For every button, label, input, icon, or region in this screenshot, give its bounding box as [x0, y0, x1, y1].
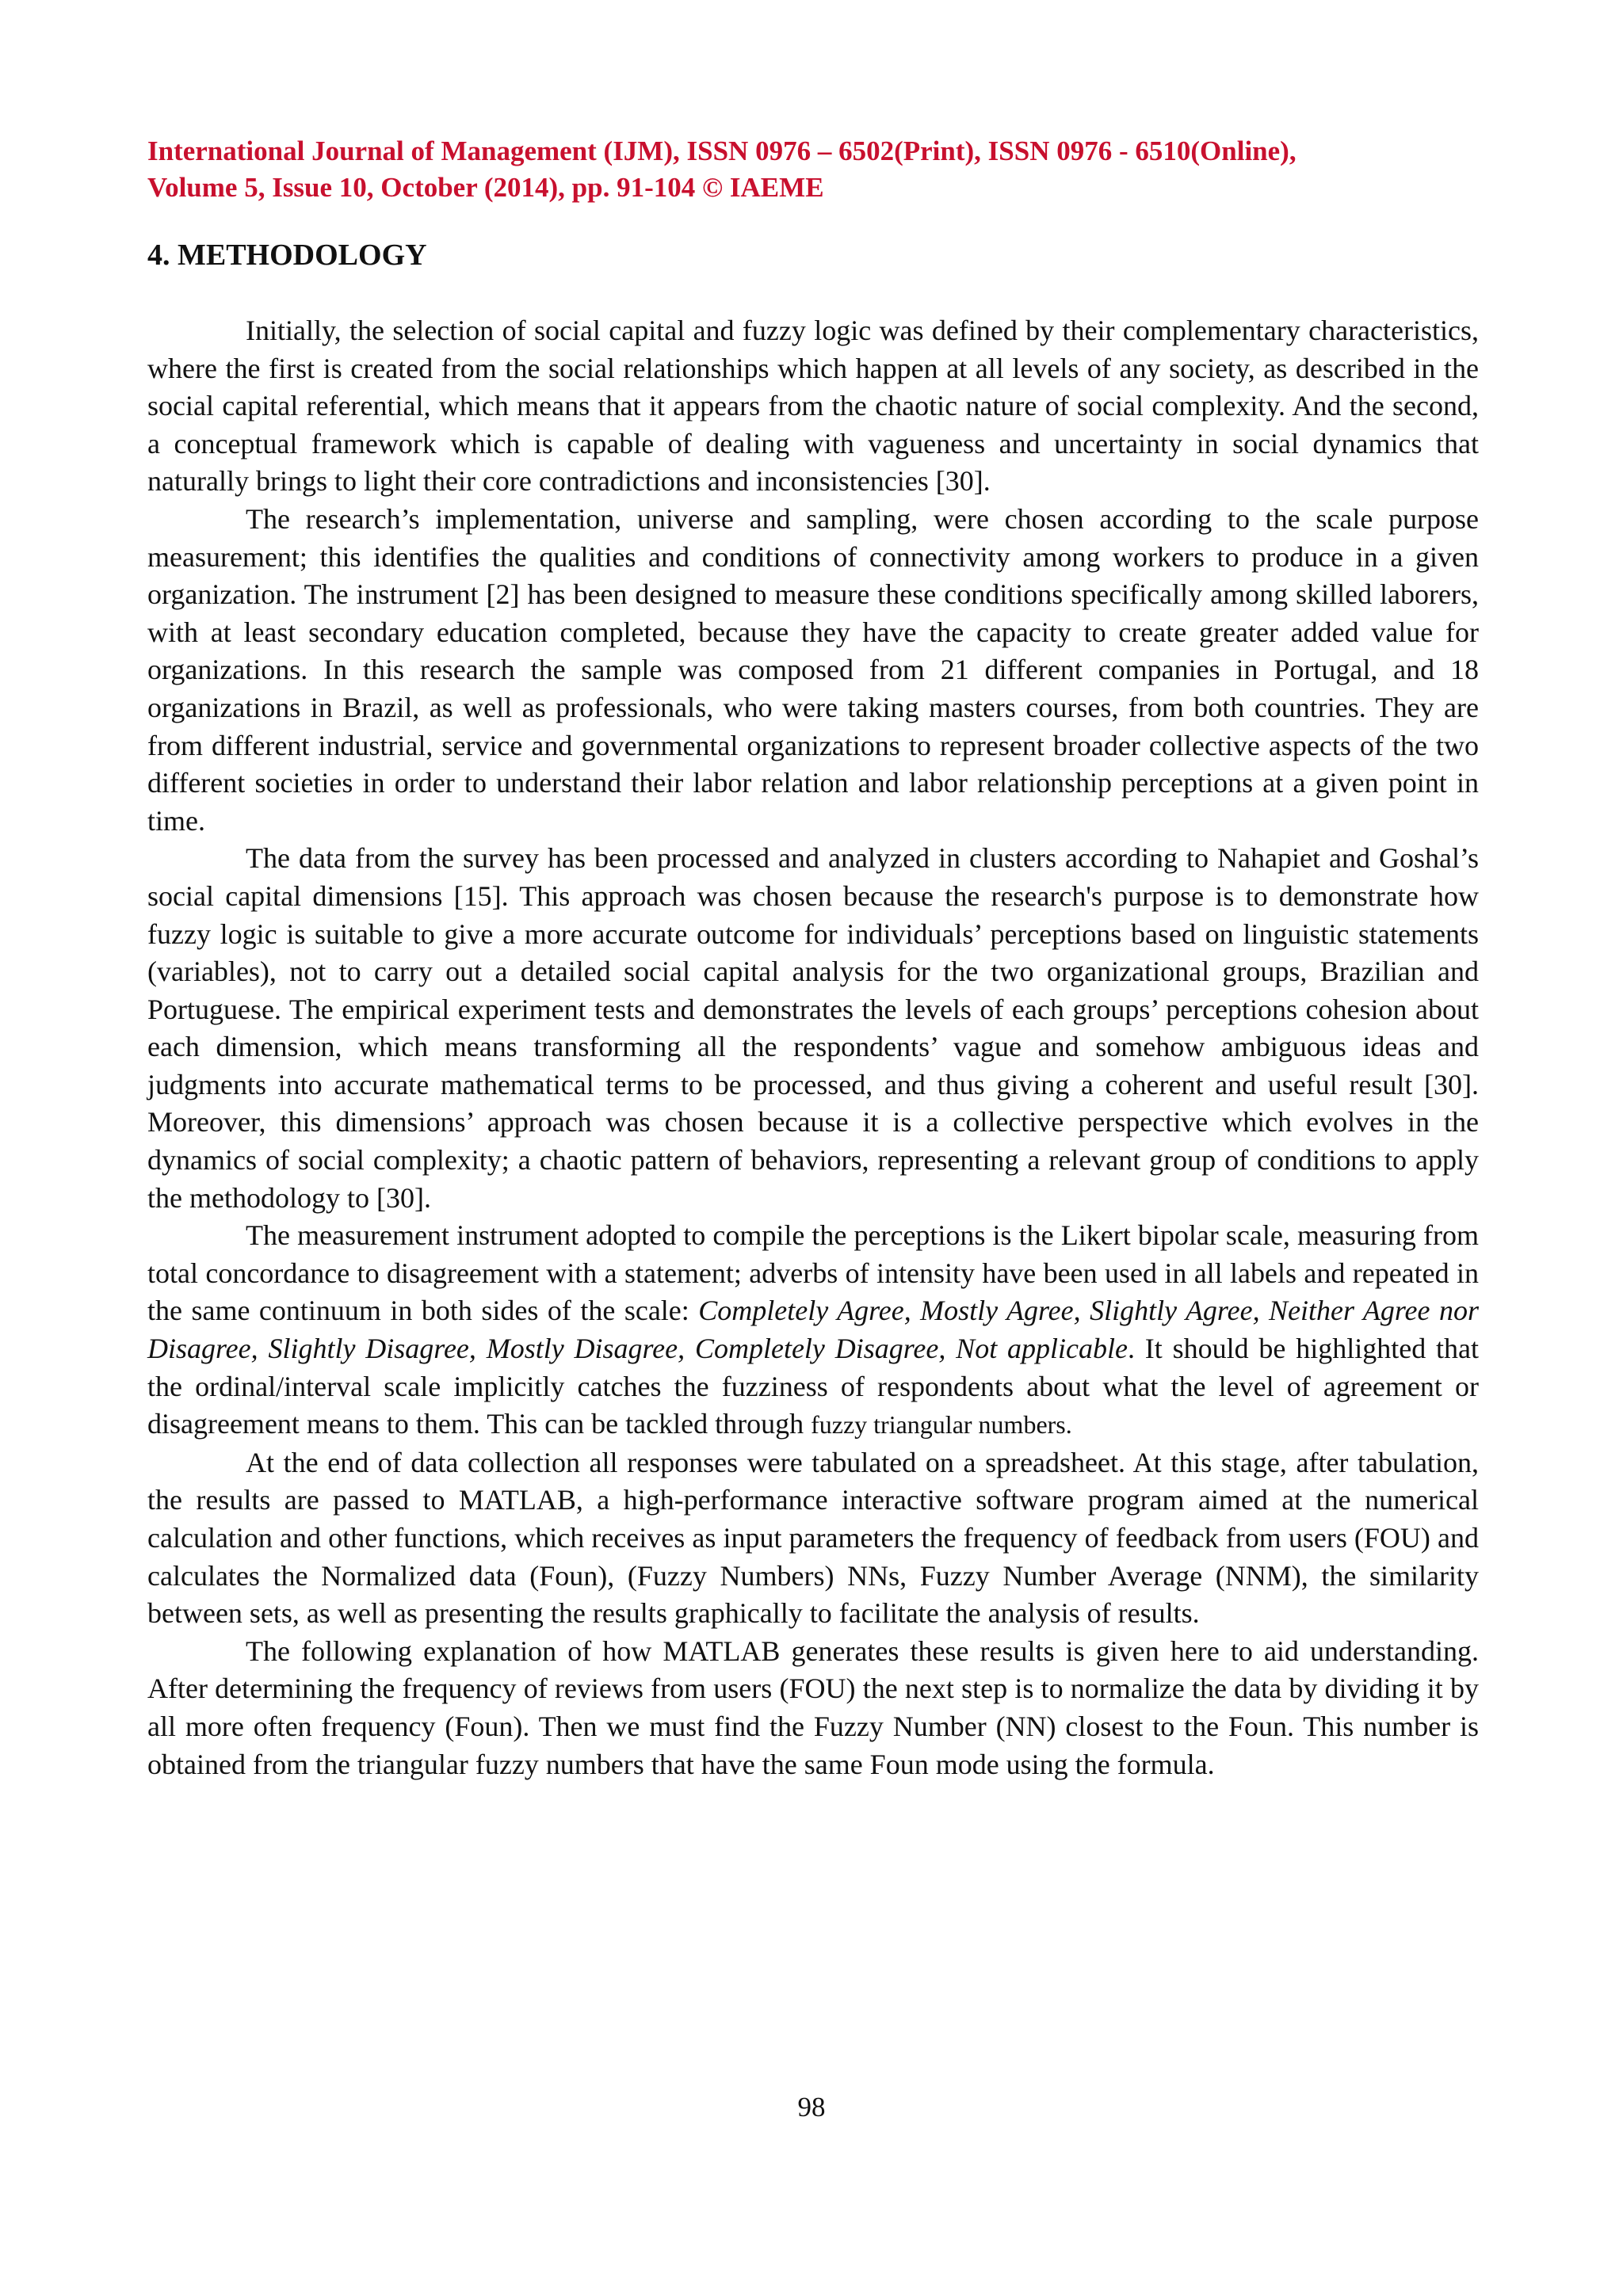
paragraph-5: At the end of data collection all responses were tabulated on a spreadsheet. At this stage, after tabulation, the results are passed to MATLAB, a high-performance interactive software program aimed at the numerical calculation and other functions, which receives as input parameters the frequency of feedback from users (FOU) and calculates the Normalized data (Foun), (Fuzzy Numbers) NNs, Fuzzy Number Average (NNM), the similarity between sets, as well as presenting the results graphically to facilitate the analysis of results.	[147, 1446, 1479, 1630]
paragraph-4-text-start: The measurement instrument adopted to compile the perceptions is the Likert bipolar scale, measuring from total concordance to disagreement with a statement; adverbs of intensity have been used in all labels and repeated in the same continuum in both sides of the scale:	[147, 1219, 1479, 1327]
paragraph-2: The research’s implementation, universe and sampling, were chosen according to the scale purpose measurement; this identifies the qualities and conditions of connectivity among workers to produce in a given organization. The instrument [2] has been designed to measure these conditions specifically among skilled laborers, with at least secondary education completed, because they have the capacity to create greater added value for organizations. In this research the sample was composed from 21 different companies in Portugal, and 18 organizations in Brazil, as well as professionals, who were taking masters courses, from both countries. They are from different industrial, service and governmental organizations to represent broader collective aspects of the two different societies in order to understand their labor relation and labor relationship perceptions at a given point in time.	[147, 502, 1479, 837]
paragraph-3: The data from the survey has been processed and analyzed in clusters according to Nahapiet and Goshal’s social capital dimensions [15]. This approach was chosen because the research's purpose is to demonstrate how fuzzy logic is suitable to give a more accurate outcome for individuals’ perceptions based on linguistic statements (variables), not to carry out a detailed social capital analysis for the two organizational groups, Brazilian and Portuguese. The empirical experiment tests and demonstrates the levels of each groups’ perceptions cohesion about each dimension, which means transforming all the respondents’ vague and somehow ambiguous ideas and judgments into accurate mathematical terms to be processed, and thus giving a coherent and useful result [30]. Moreover, this dimensions’ approach was chosen because it is a collective perspective which evolves in the dynamics of social complexity; a chaotic pattern of behaviors, representing a relevant group of conditions to apply the methodology to [30].	[147, 842, 1479, 1214]
paragraph-4-text-end: . It should be highlighted that the ordinal/interval scale implicitly catches the fuzziness of respondents about what the level of agreement or disagreement means to them. This can be tackled through	[147, 1333, 1479, 1440]
paragraph-6: The following explanation of how MATLAB generates these results is given here to aid understanding. After determining the frequency of reviews from users (FOU) the next step is to normalize the data by dividing it by all more often frequency (Foun). Then we must find the Fuzzy Number (NN) closest to the Foun. This number is obtained from the triangular fuzzy numbers that have the same Foun mode using the formula.	[147, 1634, 1479, 1780]
page-number: 98	[797, 2092, 826, 2122]
paragraph-1: Initially, the selection of social capital and fuzzy logic was defined by their complementary characteristics, where the first is created from the social relationships which happen at all levels of any society, as described in the social capital referential, which means that it appears from the chaotic nature of social complexity. And the second, a conceptual framework which is capable of dealing with vagueness and uncertainty in social dynamics that naturally brings to light their core contradictions and inconsistencies [30].	[147, 315, 1479, 498]
paragraph-4	[147, 1217, 1479, 1444]
journal-header-line-2: Volume 5, Issue 10, October (2014), pp. 91-104 © IAEME	[147, 172, 824, 203]
section-body	[147, 312, 1479, 1783]
journal-header-line-1: International Journal of Management (IJM), ISSN 0976 – 6502(Print), ISSN 0976 - 6510(Online),	[147, 135, 1296, 166]
likert-scale-labels: Completely Agree, Mostly Agree, Slightly Agree, Neither Agree nor Disagree, Slightly Disagree, Mostly Disagree, Completely Disagree, Not applicable	[147, 1295, 1480, 1365]
section-heading: 4. METHODOLOGY	[147, 238, 427, 272]
paragraph-4-small-run: fuzzy triangular numbers.	[811, 1410, 1072, 1440]
journal-running-header	[147, 133, 1479, 206]
